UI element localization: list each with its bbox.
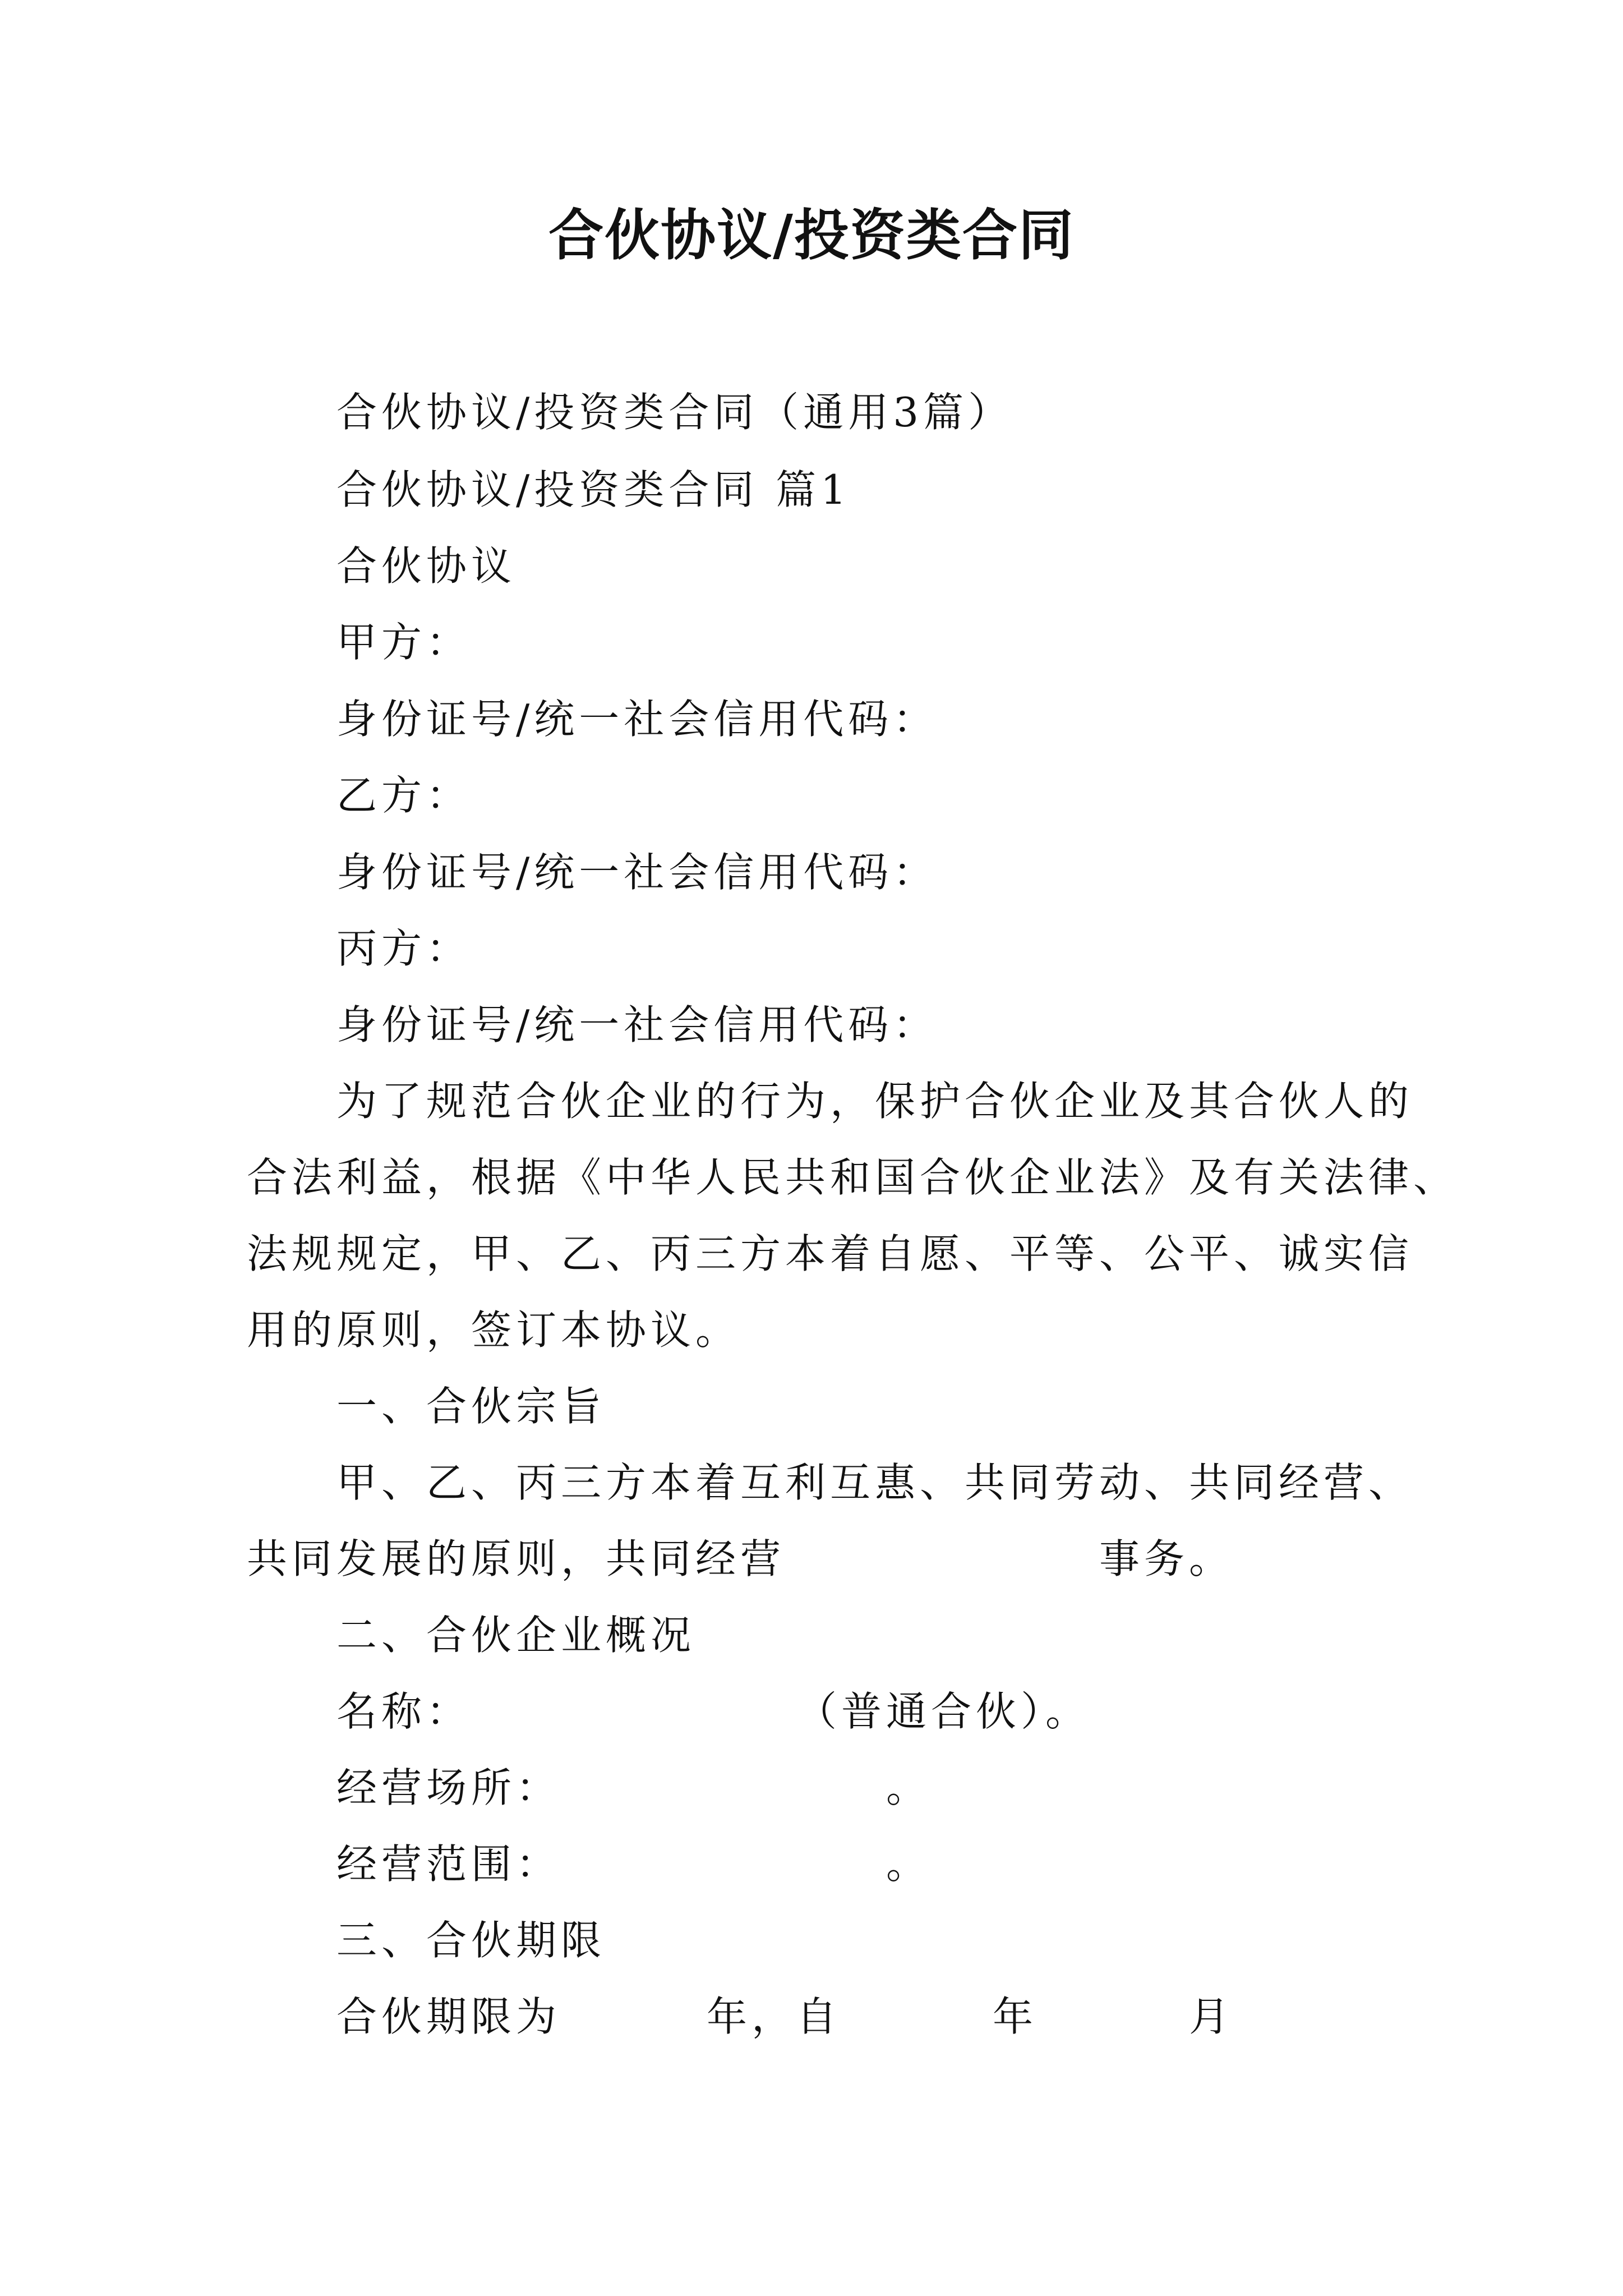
party-b-id-label: 身份证号/统一社会信用代码：: [336, 849, 938, 896]
term-year-from: 年，自: [707, 1993, 842, 2040]
party-a-id-label: 身份证号/统一社会信用代码：: [336, 696, 938, 743]
section-1-line-2: [247, 1534, 1234, 1584]
term-label: 合伙期限为: [336, 1993, 561, 2040]
term-year: 年: [993, 1993, 1038, 2040]
section-1-heading: 一、合伙宗旨: [336, 1383, 606, 1430]
party-c-id-label: 身份证号/统一社会信用代码：: [336, 1001, 938, 1048]
scope-line: [336, 1839, 931, 1889]
section-1-line-2-end: 事务。: [1099, 1535, 1234, 1582]
party-b-label: 乙方：: [336, 772, 472, 819]
preamble-line-1: 为了规范合伙企业的行为，保护合伙企业及其合伙人的: [336, 1078, 1414, 1125]
section-1-line-1: 甲、乙、丙三方本着互利互惠、共同劳动、共同经营、: [336, 1459, 1414, 1506]
subtitle-part: 合伙协议/投资类合同 篇1: [336, 466, 851, 513]
agreement-heading: 合伙协议: [336, 542, 517, 590]
section-2-heading: 二、合伙企业概况: [336, 1612, 696, 1659]
party-c-label: 丙方：: [336, 925, 472, 972]
subtitle-general: 合伙协议/投资类合同（通用3篇）: [336, 389, 1013, 436]
place-suffix: 。: [886, 1764, 932, 1811]
preamble-line-4: 用的原则，签订本协议。: [247, 1306, 741, 1354]
place-line: [336, 1763, 931, 1813]
preamble-line-2: 合法利益，根据《中华人民共和国合伙企业法》及有关法律、: [247, 1154, 1459, 1201]
name-line: [336, 1686, 1090, 1737]
preamble-line-3: 法规规定，甲、乙、丙三方本着自愿、平等、公平、诚实信: [247, 1230, 1414, 1277]
scope-label: 经营范围：: [336, 1841, 561, 1888]
name-label: 名称：: [336, 1688, 472, 1735]
term-month: 月: [1189, 1993, 1234, 2040]
document-title: 合伙协议/投资类合同: [548, 203, 1075, 268]
scope-suffix: 。: [886, 1841, 932, 1888]
term-line: [336, 1991, 1234, 2042]
section-3-heading: 三、合伙期限: [336, 1917, 606, 1964]
name-suffix: （普通合伙）。: [796, 1688, 1091, 1735]
party-a-label: 甲方：: [336, 619, 472, 666]
section-1-line-2-start: 共同发展的原则，共同经营: [247, 1535, 786, 1582]
place-label: 经营场所：: [336, 1764, 561, 1811]
